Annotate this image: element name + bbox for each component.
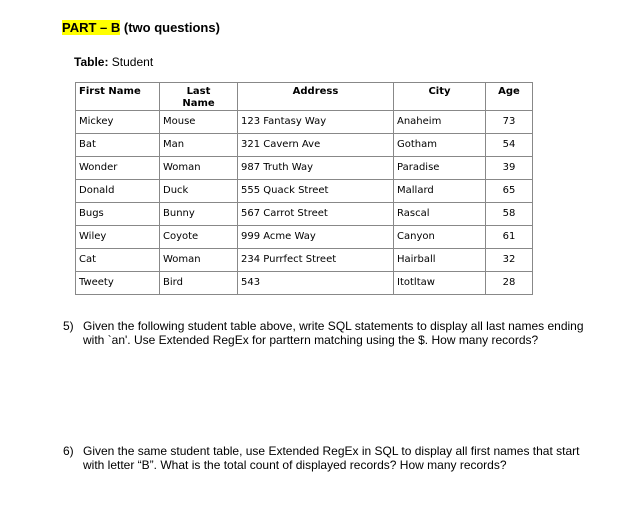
cell-age: 39 [486,157,533,180]
header-last-name-text: Last Name [182,86,215,109]
cell-last-name: Man [160,134,238,157]
cell-address: 567 Carrot Street [238,203,394,226]
cell-last-name: Bird [160,272,238,295]
cell-age: 54 [486,134,533,157]
cell-last-name: Duck [160,180,238,203]
cell-last-name: Woman [160,157,238,180]
cell-city: Anaheim [394,111,486,134]
cell-city: Itotltaw [394,272,486,295]
question-6-number: 6) [63,444,74,458]
table-row [76,157,533,180]
cell-address: 123 Fantasy Way [238,111,394,134]
cell-city: Mallard [394,180,486,203]
cell-last-name: Coyote [160,226,238,249]
cell-last-name: Bunny [160,203,238,226]
cell-age: 61 [486,226,533,249]
question-6-text: Given the same student table, use Extended RegEx in SQL to display all first names that start with letter “B”. What is the total count of displayed records? How many records? [83,444,580,472]
cell-city: Hairball [394,249,486,272]
header-city: City [394,83,486,111]
table-row [76,134,533,157]
cell-first-name: Bugs [76,203,160,226]
cell-city: Rascal [394,203,486,226]
table-row [76,226,533,249]
table-caption [74,55,153,69]
question-5-text: Given the following student table above, write SQL statements to display all last names ending with `an'. Use Extended RegEx for parttern matching using the $. How many records? [83,319,584,347]
cell-address: 555 Quack Street [238,180,394,203]
cell-address: 543 [238,272,394,295]
cell-address: 321 Cavern Ave [238,134,394,157]
header-last-name [160,83,238,111]
cell-city: Paradise [394,157,486,180]
table-row [76,272,533,295]
table-row [76,111,533,134]
part-heading [62,20,220,35]
cell-age: 58 [486,203,533,226]
cell-address: 987 Truth Way [238,157,394,180]
cell-first-name: Wiley [76,226,160,249]
part-label-highlighted: PART – B [62,20,121,35]
table-header-row [76,83,533,111]
cell-first-name: Bat [76,134,160,157]
cell-first-name: Tweety [76,272,160,295]
header-age: Age [486,83,533,111]
cell-age: 65 [486,180,533,203]
cell-city: Gotham [394,134,486,157]
table-caption-name: Student [108,55,154,69]
cell-age: 28 [486,272,533,295]
question-5-number: 5) [63,319,74,333]
question-6 [63,444,593,472]
cell-first-name: Cat [76,249,160,272]
student-table [75,82,533,295]
cell-first-name: Donald [76,180,160,203]
header-first-name: First Name [76,83,160,111]
cell-address: 999 Acme Way [238,226,394,249]
cell-age: 73 [486,111,533,134]
table-row [76,180,533,203]
table-caption-label: Table: [74,55,109,69]
cell-address: 234 Purrfect Street [238,249,394,272]
question-5 [63,319,593,347]
header-address: Address [238,83,394,111]
cell-first-name: Wonder [76,157,160,180]
cell-city: Canyon [394,226,486,249]
cell-last-name: Woman [160,249,238,272]
cell-age: 32 [486,249,533,272]
cell-last-name: Mouse [160,111,238,134]
cell-first-name: Mickey [76,111,160,134]
table-row [76,203,533,226]
part-label-rest: (two questions) [120,20,220,35]
table-row [76,249,533,272]
